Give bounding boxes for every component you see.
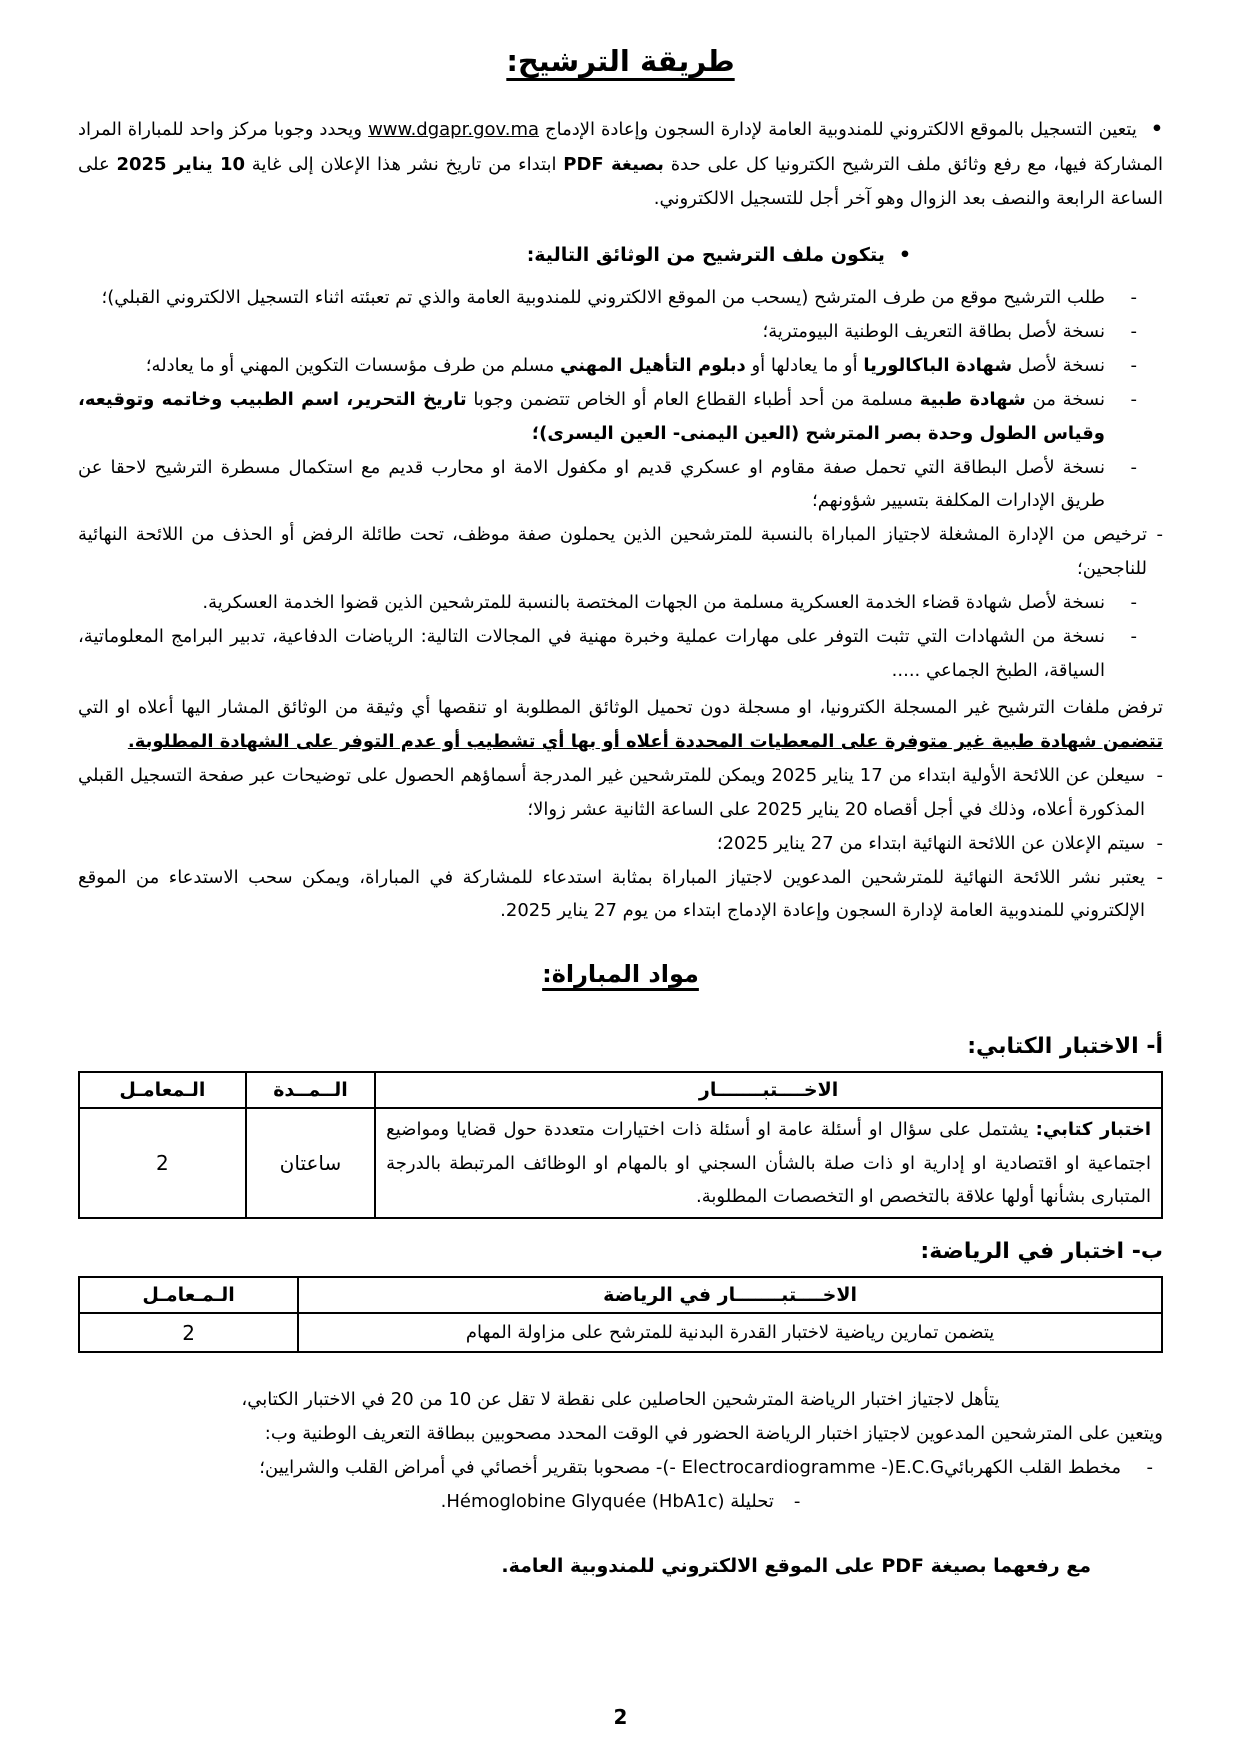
item-dash: -: [1130, 456, 1137, 478]
item-dash: -: [1156, 524, 1163, 546]
sport-exam-label: ب- اختبار في الرياضة:: [920, 1239, 1163, 1265]
text-segment: مخطط القلب الكهربائي: [944, 1457, 1121, 1479]
text-segment: على الساعة الرابعة والنصف بعد الزوال وهو آخر أجل للتسجيل الالكتروني.: [78, 153, 1163, 209]
document-item-text: [78, 389, 1105, 444]
sport-description-cell: يتضمن تمارين رياضية لاختبار القدرة البدنية للمترشح على مزاولة المهام: [298, 1313, 1162, 1352]
table-header-coefficient: الـمـعامـل: [79, 1277, 298, 1313]
qualification-threshold-line: يتأهل لاجتياز اختبار الرياضة المترشحين الحاصلين على نقطة لا تقل عن 10 من 20 في الاختبار الكتابي،: [241, 1389, 1000, 1411]
item-dash: -: [1130, 355, 1137, 377]
notes-list: [78, 759, 1163, 928]
intro-bullet-item: [78, 112, 1163, 215]
text-segment: E.C.G: [894, 1457, 945, 1479]
text-segment: سيتم الإعلان عن اللائحة النهائية ابتداء من 27 يناير 2025؛: [716, 832, 1145, 854]
item-dash: -: [1156, 765, 1163, 787]
documents-heading: [78, 237, 911, 273]
documents-heading-text: يتكون ملف الترشيح من الوثائق التالية:: [526, 244, 885, 267]
text-segment: تتضمن شهادة طبية غير متوفرة على المعطيات المحددة أعلاه أو بها أي تشطيب أو عدم التوفر على الشهادة المطلوبة.: [127, 731, 1163, 753]
text-segment: ترفض ملفات الترشيح غير المسجلة الكترونيا، او مسجلة دون تحميل الوثائق المطلوبة او تنقصها أي وثيقة من الوثائق المشار اليها أعلاه او التي: [78, 697, 1163, 719]
document-item: [78, 383, 1163, 451]
note-text: [78, 867, 1145, 922]
text-segment: يشتمل على سؤال او أسئلة عامة او أسئلة ذات اختيارات متعددة حول قضايا ومواضيع اجتماعية او اقتصادية او إدارية او ذات صلة بالشأن السجني او بالمهام او الوظائف المرتبطة بالدرجة المتبارى بشأنها أولها علاقة بالتخصص او التخصصات المطلوبة.: [386, 1119, 1151, 1207]
bullet-icon: •: [898, 244, 911, 267]
coefficient-cell: 2: [79, 1313, 298, 1352]
text-segment: اختبار كتابي:: [1035, 1119, 1151, 1141]
item-dash: -: [1130, 625, 1137, 647]
exam-section-heading: مواد المباراة:: [542, 960, 699, 989]
hba1c-requirement-text: [441, 1491, 774, 1512]
table-header-coefficient: الـمعامـل: [79, 1072, 246, 1108]
document-item-text: [763, 321, 1105, 342]
document-item: [78, 586, 1163, 620]
text-segment: مسلم من طرف مؤسسات التكوين المهني أو ما يعادله؛: [145, 355, 561, 377]
registration-url-link[interactable]: www.dgapr.gov.ma: [368, 119, 540, 140]
text-segment: مع رفعهما بصيغة PDF على الموقع الالكتروني للمندوبية العامة.: [501, 1555, 1091, 1578]
document-item: [78, 315, 1163, 349]
text-segment: يتعين التسجيل بالموقع الالكتروني للمندوبية العامة لإدارة السجون وإعادة الإدماج: [539, 119, 1137, 140]
rejection-paragraph: [78, 691, 1163, 759]
text-segment: يعتبر نشر اللائحة النهائية للمترشحين المدعوين لاجتياز المباراة بمثابة استدعاء للمشاركة في المباراة، ويمكن سحب الاستدعاء من الموقع الإلكتروني للمندوبية العامة لإدارة السجون وإعادة الإدماج ابتداء من يوم 27 يناير 2025.: [78, 866, 1145, 922]
intro-text: [78, 119, 1163, 209]
exam-description-cell: [375, 1108, 1162, 1218]
item-dash: -: [1130, 287, 1137, 309]
text-segment: ابتداء من تاريخ نشر هذا الإعلان إلى غاية: [245, 153, 564, 175]
text-segment: .: [440, 1491, 447, 1513]
note-text: [717, 833, 1145, 854]
document-item: [78, 620, 1163, 688]
text-segment: شهادة الباكالوريا: [863, 355, 1013, 377]
table-header-exam: الاخــــتبـــــــار: [375, 1072, 1162, 1108]
text-segment: 10 يناير 2025: [116, 153, 246, 175]
text-segment: ويحدد وجوبا مركز واحد للمباراة المراد المشاركة فيها، مع رفع وثائق ملف الترشيح الكترونيا كل على حدة: [78, 119, 1164, 175]
document-item-text: [146, 355, 1105, 376]
document-item-text: [102, 287, 1105, 308]
ecg-requirement-item: [78, 1451, 1163, 1485]
coefficient-cell: 2: [79, 1108, 246, 1218]
document-item: [78, 281, 1163, 315]
text-segment: سيعلن عن اللائحة الأولية ابتداء من 17 يناير 2025 ويمكن للمترشحين غير المدرجة أسماؤهم الحصول على توضيحات عبر صفحة التسجيل القبلي المذكورة أعلاه، وذلك في أجل أقصاه 20 يناير 2025 على الساعة الثانية عشر زوالا؛: [78, 765, 1145, 820]
text-segment: شهادة طبية: [919, 388, 1026, 410]
item-dash: -: [1130, 388, 1137, 410]
text-segment: نسخة لأصل شهادة قضاء الخدمة العسكرية مسلمة من الجهات المختصة بالنسبة للمترشحين الذين قضوا الخدمة العسكرية.: [202, 591, 1105, 613]
note-item: [78, 759, 1163, 827]
text-segment: بصيغة PDF: [563, 153, 664, 175]
text-segment: Hémoglobine Glyquée (HbA1c): [446, 1491, 725, 1513]
ecg-requirement-text: [259, 1457, 1121, 1478]
document-item-text: [78, 457, 1105, 512]
item-dash: -: [1130, 321, 1137, 343]
item-dash: -: [793, 1491, 801, 1513]
text-segment: تحليلة: [724, 1491, 774, 1513]
text-segment: - مصحوبا بتقرير أخصائي في أمراض القلب والشرايين؛: [259, 1457, 663, 1479]
table-header-sport-exam: الاخــــتبـــــــار في الرياضة: [298, 1277, 1162, 1313]
document-item: [78, 518, 1163, 586]
text-segment: نسخة من: [1025, 388, 1105, 410]
item-dash: -: [1130, 591, 1137, 613]
text-segment: (- Electrocardiogramme -): [662, 1457, 895, 1479]
table-row: [79, 1108, 1162, 1218]
table-header-duration: الــمــدة: [246, 1072, 375, 1108]
note-item: [78, 861, 1163, 929]
page-number: 2: [613, 1705, 628, 1729]
document-item: [78, 349, 1163, 383]
text-segment: مسلمة من أحد أطباء القطاع العام أو الخاص تتضمن وجوبا: [466, 388, 920, 410]
text-segment: نسخة لأصل: [1012, 355, 1105, 377]
document-item-text: [202, 592, 1105, 613]
note-text: [78, 765, 1145, 820]
documents-list: [78, 281, 1163, 687]
attendance-requirement-line: ويتعين على المترشحين المدعوين لاجتياز اختبار الرياضة الحضور في الوقت المحدد مصحوبين ببطاقة التعريف الوطنية وب:: [264, 1423, 1163, 1445]
note-item: [78, 827, 1163, 861]
upload-note: [78, 1555, 1163, 1577]
text-segment: ترخيص من الإدارة المشغلة لاجتياز المباراة بالنسبة للمترشحين الذين يحملون صفة موظف، تحت طائلة الرفض أو الحذف من اللائحة النهائية للناجحين؛: [78, 524, 1147, 580]
item-dash: -: [1156, 866, 1163, 888]
duration-cell: ساعتان: [246, 1108, 375, 1218]
written-exam-label: أ- الاختبار الكتابي:: [967, 1034, 1163, 1060]
text-segment: نسخة من الشهادات التي تثبت التوفر على مهارات عملية وخبرة مهنية في المجالات التالية: الرياضات الدفاعية، تدبير البرامج المعلوماتية، السياقة، الطبخ الجماعي .....: [78, 625, 1105, 681]
document-item-text: [78, 626, 1105, 681]
text-segment: تاريخ التحرير، اسم الطبيب وخاتمه وتوقيعه، وقياس الطول وحدة بصر المترشح (العين اليمنى- العين اليسرى)؛: [78, 388, 1105, 444]
table-row: [79, 1313, 1162, 1352]
sport-exam-table: [78, 1276, 1163, 1353]
document-item-text: [78, 524, 1147, 579]
document-item: [78, 451, 1163, 519]
hba1c-requirement-item: [78, 1485, 1163, 1519]
text-segment: طلب الترشيح موقع من طرف المترشح (يسحب من الموقع الالكتروني للمندوبية العامة والذي تم تعبئته اثناء التسجيل الالكتروني القبلي)؛: [101, 287, 1105, 309]
text-segment: أو ما يعادلها أو: [745, 355, 864, 377]
item-dash: -: [1156, 832, 1163, 854]
page-title: طريقة الترشيح:: [506, 44, 735, 78]
bullet-icon: •: [1150, 118, 1163, 140]
text-segment: نسخة لأصل البطاقة التي تحمل صفة مقاوم او عسكري قديم او مكفول الامة او محارب قديم مع استكمال مسطرة الترشيح لاحقا عن طريق الإدارات المكلفة بتسيير شؤونهم؛: [78, 456, 1105, 512]
item-dash: -: [1146, 1457, 1153, 1479]
written-exam-table: [78, 1071, 1163, 1219]
text-segment: دبلوم التأهيل المهني: [560, 355, 746, 377]
text-segment: نسخة لأصل بطاقة التعريف الوطنية البيومترية؛: [762, 321, 1105, 343]
